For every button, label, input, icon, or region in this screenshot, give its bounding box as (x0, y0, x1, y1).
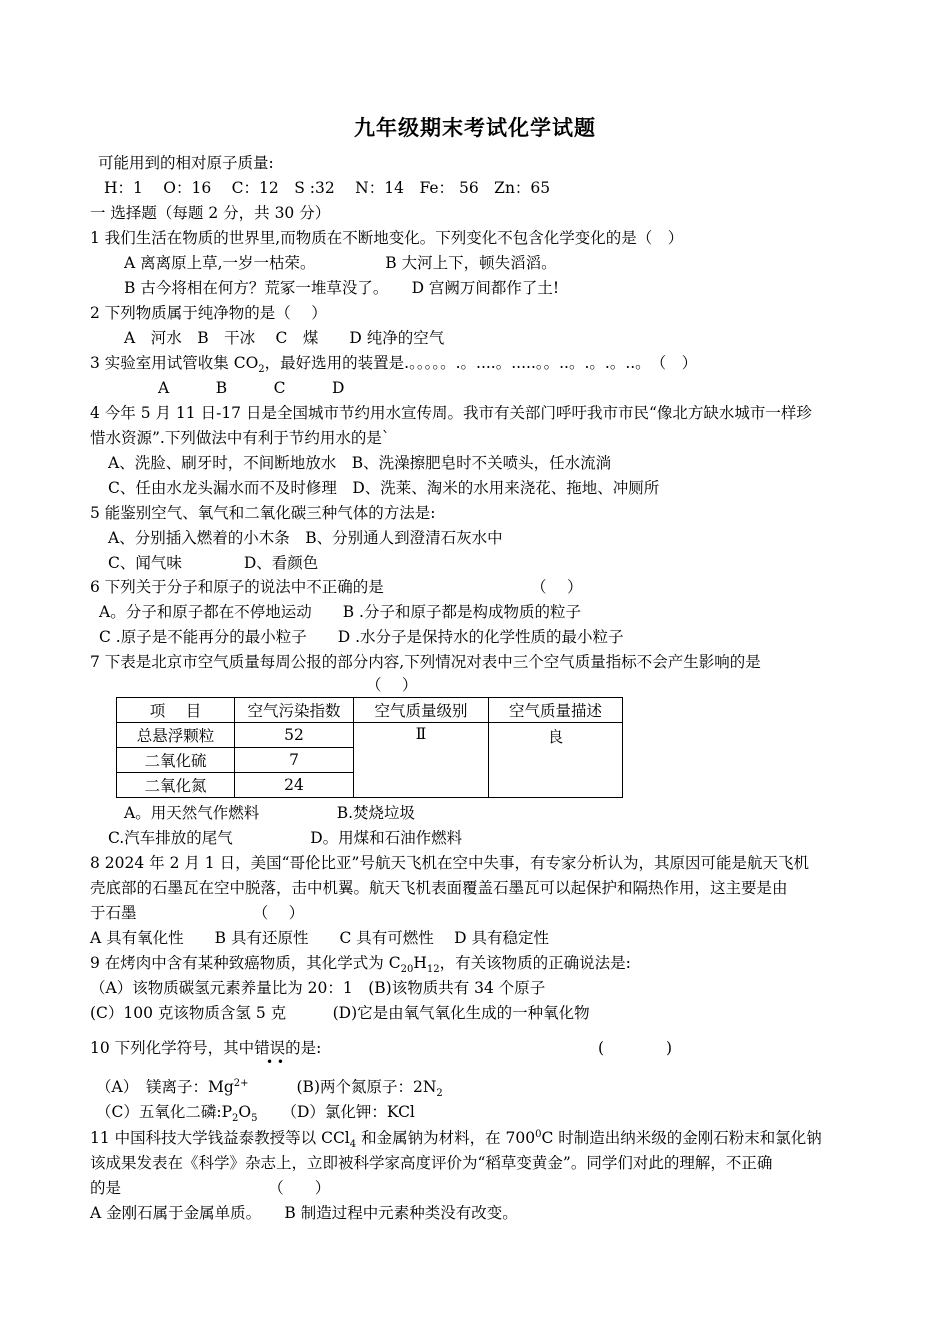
q8-stem-line1: 8 2024 年 2 月 1 日，美国“哥伦比亚”号航天飞机在空中失事，有专家分析认为，其原因可能是航天飞机 (90, 854, 809, 872)
q3-stem: 3 实验室用试管收集 $CO_2$，最好选用的装置是.。。。。。.。....。.....。。..。.。.。..。 （ ） (90, 354, 698, 376)
q3-options: A B C D (158, 379, 345, 397)
table-row (117, 723, 623, 748)
q4-options-row2: C、任由水龙头漏水而不及时修理 D、洗莱、淘米的水用来浇花、拖地、冲厕所 (108, 479, 660, 497)
section-heading: 一 选择题（每题 2 分，共 30 分） (90, 204, 331, 222)
q11-options: A 金刚石属于金属单质。 B 制造过程中元素种类没有改变。 (90, 1204, 518, 1222)
air-quality-level: Ⅱ (354, 723, 489, 798)
q8-options: A 具有氧化性 B 具有还原性 C 具有可燃性 D 具有稳定性 (90, 929, 550, 947)
q9-stem: 9 在烤肉中含有某种致癌物质，其化学式为 $C_{20}H_{12}$，有关该物质的正确说法是: (90, 954, 631, 976)
table-header: 项 目 (117, 698, 235, 723)
q7-options-row2: C.汽车排放的尾气 D。用煤和石油作燃料 (108, 829, 463, 847)
q9-options-row1: （A）该物质碳氢元素养量比为 20：1 (B)该物质共有 34 个原子 (90, 979, 546, 997)
q6-options-row2: C .原子是不能再分的最小粒子 D .水分子是保持水的化学性质的最小粒子 (99, 628, 624, 646)
table-cell: 二氧化氮 (117, 773, 235, 798)
q10-options-row1: （A） 镁离子：$Mg^{2+}$ (B)两个氮原子：$2N_2$ (96, 1077, 443, 1100)
q11-stem-line1: 11 中国科技大学钱益泰教授等以 CCl$_4$ 和金属钠为材料，在 $700^0C$ 时制造出纳米级的金刚石粉末和氯化钠 (90, 1128, 822, 1151)
page-title: 九年级期末考试化学试题 (354, 115, 596, 140)
q5-stem: 5 能鉴别空气、氧气和二氧化碳三种气体的方法是: (90, 504, 436, 522)
q5-options-row2: C、闻气味 D、看颜色 (108, 554, 319, 572)
q4-stem-line1: 4 今年 5 月 11 日-17 日是全国城市节约用水宣传周。我市有关部门呼吁我市市民“像北方缺水城市一样珍 (90, 404, 812, 422)
table-cell: 总悬浮颗粒 (117, 723, 235, 748)
air-quality-table (116, 697, 623, 798)
q10-options-row2: （C）五氧化二磷$:P_2O_5$ （D）氯化钾：KCl (96, 1103, 415, 1125)
atomic-mass-label: 可能用到的相对原子质量: (98, 154, 274, 172)
q2-stem: 2 下列物质属于纯净物的是（ ） (90, 304, 327, 322)
q10-answer-paren: ( ) (598, 1039, 673, 1057)
table-cell: 52 (235, 723, 354, 748)
table-header-row (117, 698, 623, 723)
atomic-masses: H：1 O：16 C：12 S :32 N：14 Fe： 56 Zn：65 (104, 179, 551, 197)
q9-options-row2: (C）100 克该物质含氢 5 克 (D)它是由氧气氧化生成的一种氧化物 (90, 1004, 590, 1022)
q5-options-row1: A、分别插入燃着的小木条 B、分别通人到澄清石灰水中 (108, 529, 503, 547)
q7-stem: 7 下表是北京市空气质量每周公报的部分内容,下列情况对表中三个空气质量指标不会产生影响的是 (90, 653, 761, 671)
table-cell: 二氧化硫 (117, 748, 235, 773)
table-header: 空气质量描述 (489, 698, 623, 723)
q11-stem-line2: 该成果发表在《科学》杂志上，立即被科学家高度评价为“稻草变黄金”。同学们对此的理解，不正确 (90, 1154, 773, 1172)
q4-options-row1: A、洗脸、刷牙时，不间断地放水 B、洗澡擦肥皂时不关喷头，任水流淌 (108, 454, 612, 472)
q2-options: A 河水 B 干冰 C 煤 D 纯净的空气 (124, 329, 445, 347)
q1-options-row2: B 古今将相在何方？荒冢一堆草没了。 D 宫阙万间都作了土! (124, 279, 560, 297)
q7-answer-paren: （ ） (366, 676, 418, 694)
table-header: 空气污染指数 (235, 698, 354, 723)
q7-options-row1: A。用天然气作燃料 B.焚烧垃圾 (124, 804, 416, 822)
q8-stem-line2: 壳底部的石墨瓦在空中脱落，击中机翼。航天飞机表面覆盖石墨瓦可以起保护和隔热作用，这主要是由 (90, 879, 788, 897)
q8-stem-line3: 于石墨 （ ） (90, 904, 305, 922)
q4-stem-line2: 惜水资源”.下列做法中有利于节约用水的是` (90, 429, 390, 447)
q1-stem: 1 我们生活在物质的世界里,而物质在不断地变化。下列变化不包含化学变化的是（ ） (90, 229, 684, 247)
emphasis-dots: • • (266, 1055, 284, 1069)
table-header: 空气质量级别 (354, 698, 489, 723)
q10-stem: 10 下列化学符号，其中错误的是: (90, 1039, 322, 1057)
q1-options-row1: A 离离原上草,一岁一枯荣。 B 大河上下，顿失滔滔。 (124, 254, 557, 272)
air-quality-description: 良 (489, 723, 623, 798)
q6-options-row1: A。分子和原子都在不停地运动 B .分子和原子都是构成物质的粒子 (99, 603, 581, 621)
q6-stem: 6 下列关于分子和原子的说法中不正确的是 （ ） (90, 578, 583, 596)
q11-stem-line3: 的是 （ ） (90, 1179, 331, 1197)
table-cell: 24 (235, 773, 354, 798)
table-cell: 7 (235, 748, 354, 773)
